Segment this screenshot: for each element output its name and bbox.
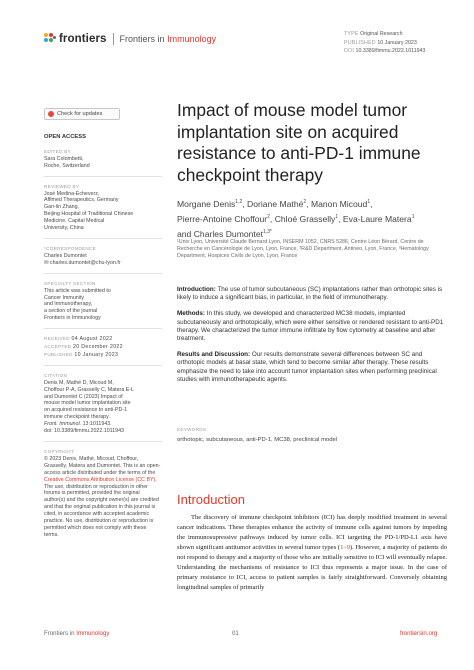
correspondence-email[interactable]: charles.dumontet@chu-lyon.fr <box>49 259 121 266</box>
divider <box>44 328 162 329</box>
affiliations: ¹Univ Lyon, Université Claude Bernard Lyon, INSERM 1052, CNRS 5286, Centre Léon Bérard, Centre de Recherche en Cancérologie de Lyon, Lyon, France, ²R&D Department, Antineo, Lyon, France, ³Hematology Department, Hospices Civils de Lyon, Lyon, France <box>177 239 429 259</box>
abstract-introduction: Introduction: The use of tumor subcutaneous (SC) implantations rather than orthotopic sites is likely to induce a significant bias, in particular, in the field of immunotherapy. <box>177 286 443 302</box>
meta-doi-label: DOI <box>344 48 355 54</box>
meta-type-label: TYPE <box>344 31 359 37</box>
article-meta <box>344 30 426 56</box>
published-value: 10 January 2023 <box>74 351 119 358</box>
abstract-methods: Methods: In this study, we developed and characterized MC38 models, implanted subcutaneously and orthotopically, which were either sensitive or rendered resistant to anti-PD1 therapy. We characterized the tumor immune infiltrate by flow cytometry at baseline and after treatment. <box>177 310 444 343</box>
logo-divider <box>113 33 114 45</box>
edited-label: EDITED BY <box>44 148 71 154</box>
copyright-text: © 2023 Denis, Mathé, Micoud, Choffour, Grasselly, Matera and Dumontet. This is an open-access article distributed under the terms of the Creative Commons Attribution License (CC BY). The use, distribution or reproduction in other forums is permitted, provided the original author(s) and the copyright owner(s) are credited and that the original publication in this journal is cited, in accordance with accepted academic practice. No use, distribution or reproduction is permitted which does not comply with these terms. <box>44 455 161 538</box>
reviewed-label: REVIEWED BY <box>44 183 80 189</box>
article-sidebar <box>44 108 162 539</box>
email-icon: ✉ <box>44 259 50 266</box>
edited-value: Sara Colombetti, Roche, Switzerland <box>44 155 90 169</box>
correspondence-email-row[interactable] <box>44 260 162 267</box>
correspondence-label: *CORRESPONDENCE <box>44 245 96 251</box>
author-list: Morgane Denis$^{1,2}$, Doriane Mathé$^2$, Manon Micoud$^1$, Pierre-Antoine Choffour$^2$, Chloé Grasselly$^1$, Eva-Laure Matera$^1$ and Charles Dumontet$^{1,3*}$ <box>177 198 415 239</box>
specialty-value: This article was submitted to Cancer Immunity and Immunotherapy, a section of the journal Frontiers in Immunology <box>44 287 111 322</box>
divider <box>44 365 162 366</box>
received-value: 04 August 2022 <box>71 336 113 343</box>
meta-doi-value[interactable]: 10.3389/fimmu.2022.1011943 <box>355 48 426 54</box>
license-link[interactable]: Creative Commons Attribution License (CC BY). <box>44 476 157 483</box>
abstract-results: Results and Discussion: Our results demonstrate several differences between SC and orthotopic models at basal state, which tend to become similar after therapy. These results emphasize the need to take into account tumor implantation sites when performing preclinical studies with immunotherapeutic agents. <box>177 351 437 383</box>
section-heading-introduction: Introduction <box>177 492 245 507</box>
accepted-label: ACCEPTED 20 December 2022 <box>44 344 123 351</box>
accepted-value: 20 December 2022 <box>73 344 123 351</box>
page-number: 01 <box>232 630 239 637</box>
journal-name <box>120 34 217 44</box>
check-updates-label: Check for updates <box>57 110 103 117</box>
journal-logo[interactable] <box>44 33 216 45</box>
keywords: orthotopic, subcutaneous, anti-PD-1, MC38, preclinical model <box>177 437 338 443</box>
citation-journal-row <box>44 421 162 428</box>
citation-label: CITATION <box>44 372 68 378</box>
reviewed-value: José Medina-Echeverz, Affimed Therapeutics, Germany Gan-lin Zhang, Beijing Hospital of Traditional Chinese Medicine, Capital Medical University, China <box>44 190 134 232</box>
abstract <box>177 286 447 392</box>
received-label: RECEIVED 04 August 2022 <box>44 336 113 343</box>
journal-prefix: Frontiers in <box>119 34 165 44</box>
correspondence-name: Charles Dumontet <box>44 252 87 259</box>
divider <box>44 238 162 239</box>
specialty-label: SPECIALTY SECTION <box>44 280 96 286</box>
divider <box>44 441 162 442</box>
citation-journal: Front. Immunol. <box>44 421 82 428</box>
citation-rest: 13:1011943. <box>81 421 112 428</box>
open-access-label: OPEN ACCESS <box>44 134 86 140</box>
citation-value: Denis M, Mathé D, Micoud M, Choffour P-A, Grasselly C, Matera E-L and Dumontet C (2023) Impact of mouse model tumor implantation site on acquired resistance to anti-PD-1 immune checkpoint therapy. <box>44 379 134 421</box>
refresh-icon <box>48 111 54 117</box>
introduction-body: The discovery of immune checkpoint inhibitors (ICI) has deeply modified treatment in several cancer indications. These therapies enhance the activity of immune cells against tumors by impeding the immunosupressive pathways induced by tumor cells. ICI targeting the PD-1/PD-L1 axis have shown significant antitumor activities in several tumor types (1–9). However, a majority of patients do not respond to therapy and a majority of those who are initially sensitive to ICI will eventually relapse. Understanding the mechanisms of resistance to ICI thus represents a major issue. In the case of primary resistance to ICI, access to patient samples is fairly straightforward. Conversely obtaining longitudinal samples of primarily <box>177 514 447 591</box>
meta-published-value: 10 January 2023 <box>377 39 417 46</box>
footer-journal: Frontiers in Immunology <box>44 630 110 637</box>
divider <box>44 176 162 177</box>
divider <box>44 273 162 274</box>
copyright-label: COPYRIGHT <box>44 449 75 454</box>
check-updates-button[interactable] <box>44 108 120 120</box>
frontiers-logo-icon <box>44 33 56 45</box>
published-label: PUBLISHED 10 January 2023 <box>44 351 119 358</box>
article-title: Impact of mouse model tumor implantation site on acquired resistance to anti-PD-1 immune checkpoint therapy <box>177 100 421 185</box>
keywords-label: KEYWORDS <box>177 427 207 432</box>
logo-word: frontiers <box>59 33 107 45</box>
reference-link[interactable]: 1–9 <box>340 544 350 551</box>
footer-site-link[interactable]: frontiersin.org <box>400 630 438 637</box>
journal-accent: Immunology <box>167 34 217 44</box>
citation-doi[interactable]: doi: 10.3389/fimmu.2022.1011943 <box>44 428 125 435</box>
meta-published-label: PUBLISHED <box>344 39 376 46</box>
meta-type-value: Original Research <box>360 31 403 37</box>
